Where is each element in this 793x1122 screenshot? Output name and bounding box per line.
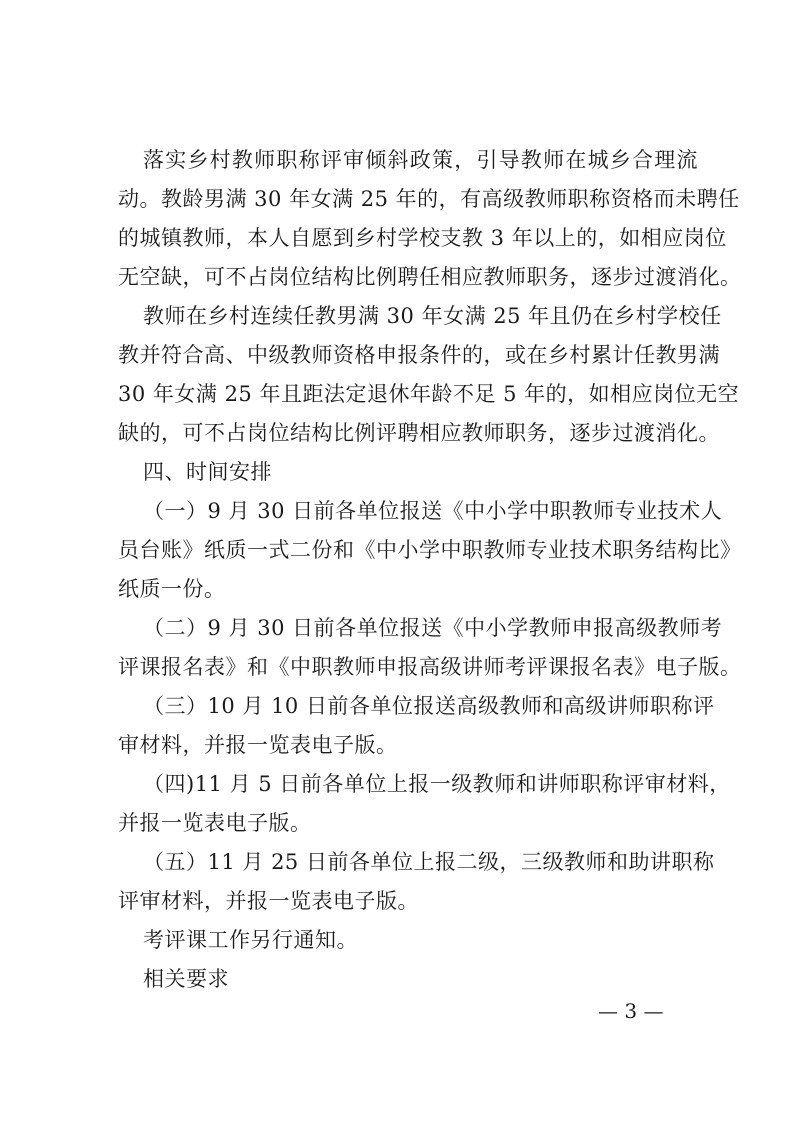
section-heading: 四、时间安排: [143, 460, 272, 484]
item-4-line-1: （四)11 月 5 日前各单位上报一级教师和讲师职称评审材料，: [143, 772, 731, 796]
paragraph-1-line-4: 无空缺，可不占岗位结构比例聘任相应教师职务，逐步过渡消化。: [118, 265, 742, 289]
item-3-line-1: （三）10 月 10 日前各单位报送高级教师和高级讲师职称评: [143, 694, 715, 718]
item-4-line-2: 并报一览表电子版。: [118, 811, 312, 835]
item-1-line-3: 纸质一份。: [118, 577, 226, 601]
notice-line: 考评课工作另行通知。: [143, 928, 358, 952]
requirements-heading: 相关要求: [143, 967, 229, 991]
item-5-line-1: （五）11 月 25 日前各单位上报二级，三级教师和助讲职称: [143, 850, 715, 874]
paragraph-1-line-2: 动。教龄男满 30 年女满 25 年的，有高级教师职称资格而未聘任: [118, 187, 740, 211]
paragraph-2-line-1: 教师在乡村连续任教男满 30 年女满 25 年且仍在乡村学校任: [143, 304, 722, 328]
item-2-line-1: （二）9 月 30 日前各单位报送《中小学教师申报高级教师考: [143, 616, 723, 640]
paragraph-2-line-3: 30 年女满 25 年且距法定退休年龄不足 5 年的，如相应岗位无空: [118, 382, 740, 406]
item-1-line-1: （一）9 月 30 日前各单位报送《中小学中职教师专业技术人: [143, 499, 723, 523]
page-number: — 3 —: [598, 999, 664, 1023]
paragraph-1-line-3: 的城镇教师，本人自愿到乡村学校支教 3 年以上的，如相应岗位: [118, 226, 727, 250]
paragraph-2-line-4: 缺的，可不占岗位结构比例评聘相应教师职务，逐步过渡消化。: [118, 421, 720, 445]
paragraph-1-line-1: 落实乡村教师职称评审倾斜政策，引导教师在城乡合理流: [143, 148, 698, 172]
paragraph-2-line-2: 教并符合高、中级教师资格申报条件的，或在乡村累计任教男满: [118, 343, 720, 367]
item-3-line-2: 审材料，并报一览表电子版。: [118, 733, 398, 757]
item-5-line-2: 评审材料，并报一览表电子版。: [118, 889, 419, 913]
item-1-line-2: 员台账》纸质一式二份和《中小学中职教师专业技术职务结构比》: [118, 538, 742, 562]
item-2-line-2: 评课报名表》和《中职教师申报高级讲师考评课报名表》电子版。: [118, 655, 742, 679]
